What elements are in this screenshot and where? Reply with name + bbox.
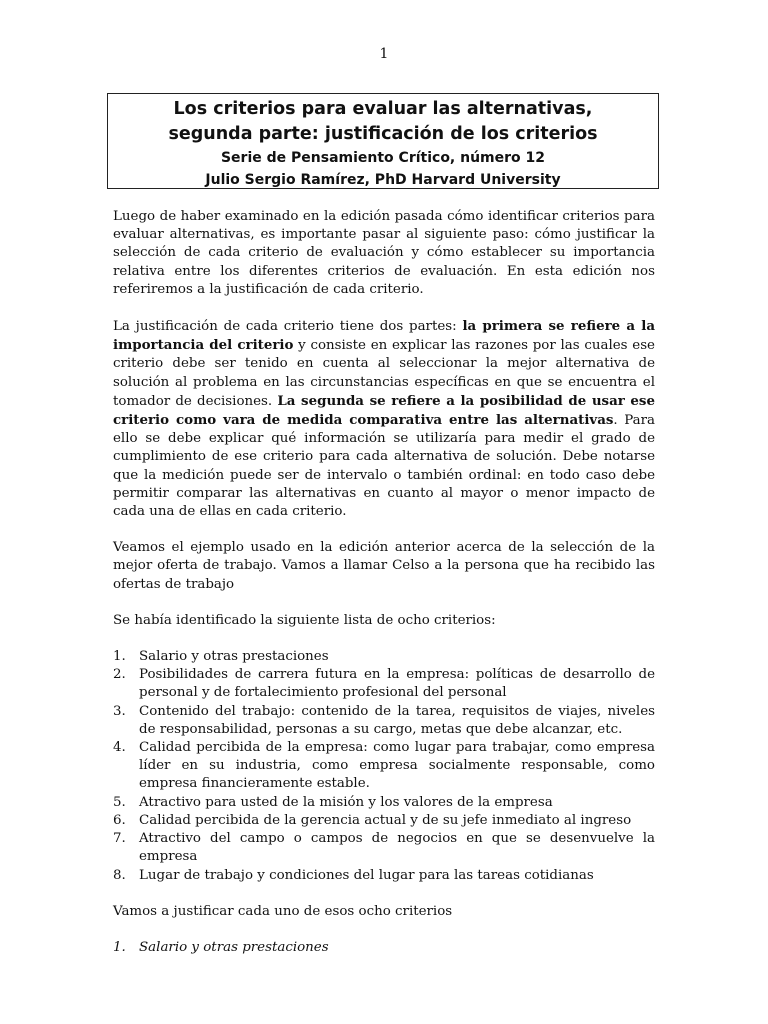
- paragraph-justification: [113, 317, 655, 521]
- section-number: 1.: [113, 939, 126, 955]
- section-title: Salario y otras prestaciones: [139, 939, 329, 955]
- list-item: [113, 830, 655, 866]
- criteria-list: [113, 648, 655, 885]
- list-number: 7.: [113, 831, 126, 847]
- list-item: [113, 812, 655, 830]
- list-number: 3.: [113, 703, 126, 719]
- paragraph-list-intro: Se había identificado la siguiente lista de ocho criterios:: [113, 612, 496, 628]
- list-item: [113, 739, 655, 794]
- paragraph-text: y consiste en explicar las razones por las cuales ese criterio debe ser tenido en cuenta al seleccionar la mejor alternativa de solución al problema en las circunstancias específicas en que se encuentra el tomador de decisiones.: [113, 338, 655, 409]
- paragraph-text: . Para ello se debe explicar qué información se utilizaría para medir el grado de cumplimiento de ese criterio para cada alternativa de solución. Debe notarse que la medición puede ser de intervalo o también ordinal: en todo caso debe permitir comparar las alternativas en cuanto al mayor o menor impacto de cada una de ellas en cada criterio.: [113, 413, 656, 520]
- document-body: [113, 208, 655, 975]
- title-box: [107, 93, 659, 189]
- section-heading: [113, 939, 655, 957]
- list-number: 4.: [113, 740, 126, 756]
- list-number: 1.: [113, 649, 126, 665]
- list-number: 2.: [113, 667, 126, 683]
- title-line-1: Los criterios para evaluar las alternativas,: [173, 99, 593, 119]
- series-line: Serie de Pensamiento Crítico, número 12: [220, 150, 546, 166]
- author-line: Julio Sergio Ramírez, PhD Harvard University: [205, 172, 561, 188]
- list-item-text: Posibilidades de carrera futura en la empresa: políticas de desarrollo de personal y de fortalecimiento profesional del personal: [139, 667, 655, 701]
- bold-text: la primera se refiere a la importancia del criterio: [113, 318, 655, 354]
- title-line-2: segunda parte: justificación de los criterios: [168, 124, 598, 144]
- list-item: [113, 703, 655, 739]
- list-item-text: Atractivo para usted de la misión y los valores de la empresa: [139, 794, 553, 810]
- list-number: 8.: [113, 867, 126, 883]
- list-item-text: Calidad percibida de la gerencia actual y de su jefe inmediato al ingreso: [139, 812, 632, 828]
- list-item: [113, 648, 655, 666]
- list-item-text: Salario y otras prestaciones: [139, 649, 329, 665]
- paragraph-intro: Luego de haber examinado en la edición pasada cómo identificar criterios para evaluar alternativas, es importante pasar al siguiente paso: cómo justificar la selección de cada criterio de evaluación y cómo establecer su importancia relativa entre los diferentes criterios de evaluación. En esta edición nos referiremos a la justificación de cada criterio.: [113, 209, 655, 297]
- list-item-text: Calidad percibida de la empresa: como lugar para trabajar, como empresa líder en su industria, como empresa socialmente responsable, como empresa financieramente estable.: [139, 740, 655, 792]
- list-item-text: Lugar de trabajo y condiciones del lugar para las tareas cotidianas: [139, 867, 594, 883]
- list-number: 5.: [113, 794, 126, 810]
- list-item-text: Contenido del trabajo: contenido de la tarea, requisitos de viajes, niveles de responsabilidad, personas a su cargo, metas que debe alcanzar, etc.: [139, 703, 655, 737]
- list-item: [113, 794, 655, 812]
- list-item-text: Atractivo del campo o campos de negocios en que se desenvuelve la empresa: [139, 831, 655, 865]
- list-item: [113, 867, 655, 885]
- bold-text: La segunda se refiere a la posibilidad de usar ese criterio como vara de medida comparativa entre las alternativas: [113, 392, 655, 429]
- page-number: 1: [379, 46, 389, 62]
- paragraph-example: Veamos el ejemplo usado en la edición anterior acerca de la selección de la mejor oferta de trabajo. Vamos a llamar Celso a la persona que ha recibido las ofertas de trabajo: [113, 540, 655, 592]
- list-item: [113, 666, 655, 702]
- paragraph-justify-intro: Vamos a justificar cada uno de esos ocho criterios: [113, 903, 453, 919]
- paragraph-text: La justificación de cada criterio tiene dos partes:: [113, 319, 463, 335]
- list-number: 6.: [113, 812, 126, 828]
